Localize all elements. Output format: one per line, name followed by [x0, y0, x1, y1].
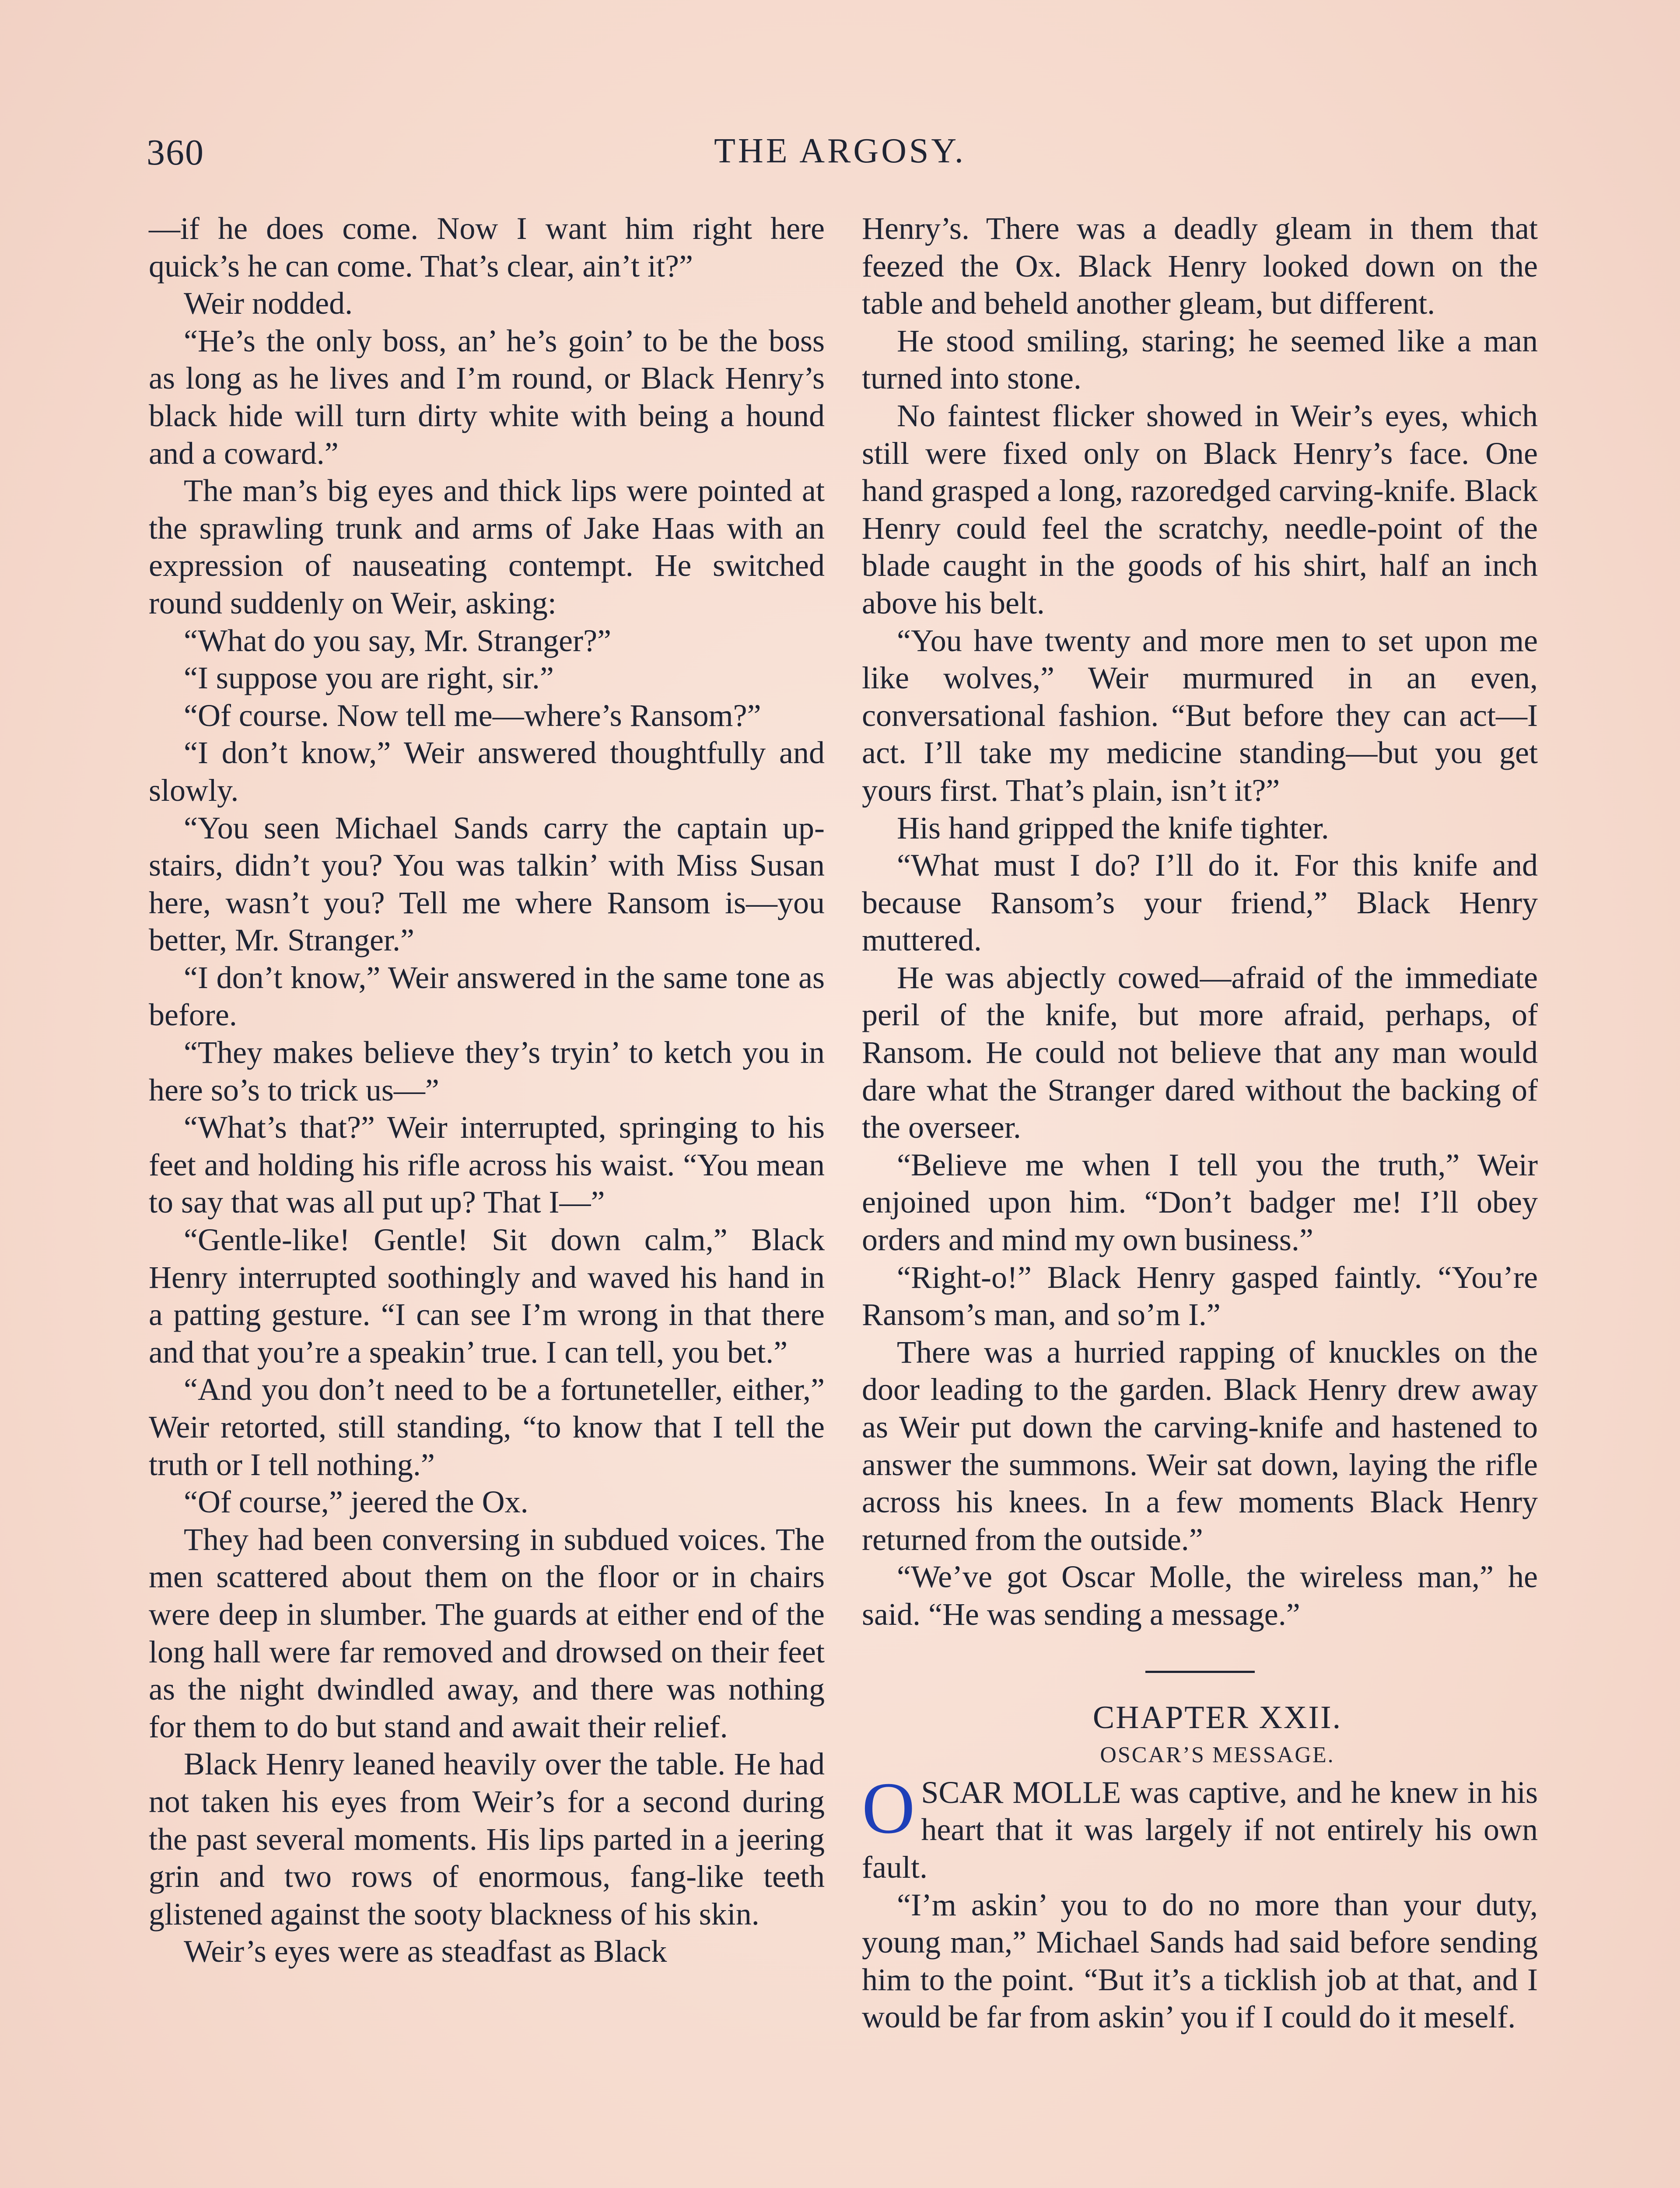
paragraph: No faintest flicker showed in Weir’s eyes, which still were fixed only on Black Henry’s face. One hand grasped a long, razoredged carving-knife. Black Henry could feel the scratchy, needle-point of the blade caught in the goods of his shirt, half an inch above his belt. [862, 398, 1538, 621]
paragraph: Weir’s eyes were as steadfast as Black [184, 1934, 667, 1969]
right-column-text-after [862, 1886, 1538, 2036]
paragraph: “They makes believe they’s tryin’ to ketch you in here so’s to trick us—” [149, 1035, 825, 1108]
paragraph: “You seen Michael Sands carry the captain up-stairs, didn’t you? You was talkin’ with Miss Susan here, wasn’t you? Tell me where Ransom is—you better, Mr. Stranger.” [149, 810, 825, 958]
paragraph: Henry’s. There was a deadly gleam in them that feezed the Ox. Black Henry looked down on the table and beheld another gleam, but different. [862, 211, 1538, 321]
paragraph: “What do you say, Mr. Stranger?” [184, 623, 612, 658]
running-head: THE ARGOSY. [714, 132, 966, 170]
paragraph: “I don’t know,” Weir answered thoughtfully and slowly. [149, 735, 825, 808]
paragraph: “We’ve got Oscar Molle, the wireless man,” he said. “He was sending a message.” [862, 1559, 1538, 1632]
paragraph: “Of course,” jeered the Ox. [184, 1484, 528, 1520]
paragraph: “He’s the only boss, an’ he’s goin’ to be the boss as long as he lives and I’m round, or Black Henry’s black hide will turn dirty white with being a hound and a coward.” [149, 323, 825, 471]
paragraph: “I’m askin’ you to do no more than your duty, young man,” Michael Sands had said before sending him to the point. “But it’s a ticklish job at that, and I would be far from askin’ you if I could do it meself. [862, 1887, 1538, 2035]
chapter-opening-paragraph [862, 1767, 1538, 1886]
paragraph: “You have twenty and more men to set upon me like wolves,” Weir murmured in an even, conversational fashion. “But before they can act—I act. I’ll take my medicine standing—but you get yours first. That’s plain, isn’t it?” [862, 623, 1538, 808]
right-column-text [862, 210, 1538, 1634]
chapter-title: CHAPTER XXII. [1092, 1699, 1342, 1736]
paragraph: “Of course. Now tell me—where’s Ransom?” [184, 698, 761, 733]
chapter-subtitle: OSCAR’S MESSAGE. [1100, 1743, 1335, 1768]
paragraph: —if he does come. Now I want him right here quick’s he can come. That’s clear, ain’t it?” [149, 211, 825, 284]
right-column [862, 210, 1538, 2036]
page-number: 360 [147, 132, 204, 173]
paragraph: The man’s big eyes and thick lips were pointed at the sprawling trunk and arms of Jake Haas with an expression of nauseating contempt. He switched round suddenly on Weir, asking: [149, 473, 825, 621]
paragraph: Weir nodded. [184, 286, 353, 321]
section-divider [1145, 1671, 1255, 1673]
paragraph: There was a hurried rapping of knuckles on the door leading to the garden. Black Henry drew away as Weir put down the carving-knife and hastened to answer the summons. Weir sat down, laying the rifle across his knees. In a few moments Black Henry returned from the outside.” [862, 1334, 1538, 1557]
paragraph: “What must I do? I’ll do it. For this knife and because Ransom’s your friend,” Black Henry muttered. [862, 848, 1538, 958]
opening-paragraph-text: SCAR MOLLE was captive, and he knew in his heart that it was largely if not entirely his own fault. [862, 1774, 1538, 1885]
paragraph: He was abjectly cowed—afraid of the immediate peril of the knife, but more afraid, perhaps, of Ransom. He could not believe that any man would dare what the Stranger dared without the backing of the overseer. [862, 960, 1538, 1145]
paragraph: His hand gripped the knife tighter. [897, 810, 1329, 845]
paragraph: “Believe me when I tell you the truth,” Weir enjoined upon him. “Don’t badger me! I’ll obey orders and mind my own business.” [862, 1147, 1538, 1258]
paragraph: He stood smiling, staring; he seemed like a man turned into stone. [862, 323, 1538, 396]
left-column [149, 210, 825, 1971]
paragraph: “And you don’t need to be a fortuneteller, either,” Weir retorted, still standing, “to know that I tell the truth or I tell nothing.” [149, 1372, 825, 1482]
paragraph: “Gentle-like! Gentle! Sit down calm,” Black Henry interrupted soothingly and waved his hand in a patting gesture. “I can see I’m wrong in that there and that you’re a speakin’ true. I can tell, you bet.” [149, 1222, 825, 1370]
paragraph: “I suppose you are right, sir.” [184, 660, 554, 696]
drop-cap: O [862, 1767, 915, 1849]
paragraph: Black Henry leaned heavily over the table. He had not taken his eyes from Weir’s for a second during the past several moments. His lips parted in a jeering grin and two rows of enormous, fang-like teeth glistened against the sooty blackness of his skin. [149, 1746, 825, 1932]
paragraph: “I don’t know,” Weir answered in the same tone as before. [149, 960, 825, 1033]
paragraph: “Right-o!” Black Henry gasped faintly. “You’re Ransom’s man, and so’m I.” [862, 1259, 1538, 1332]
paragraph: They had been conversing in subdued voices. The men scattered about them on the floor or in chairs were deep in slumber. The guards at either end of the long hall were far removed and drowsed on their feet as the night dwindled away, and there was nothing for them to do but stand and await their relief. [149, 1522, 825, 1744]
paragraph: “What’s that?” Weir interrupted, springing to his feet and holding his rifle across his waist. “You mean to say that was all put up? That I—” [149, 1110, 825, 1220]
